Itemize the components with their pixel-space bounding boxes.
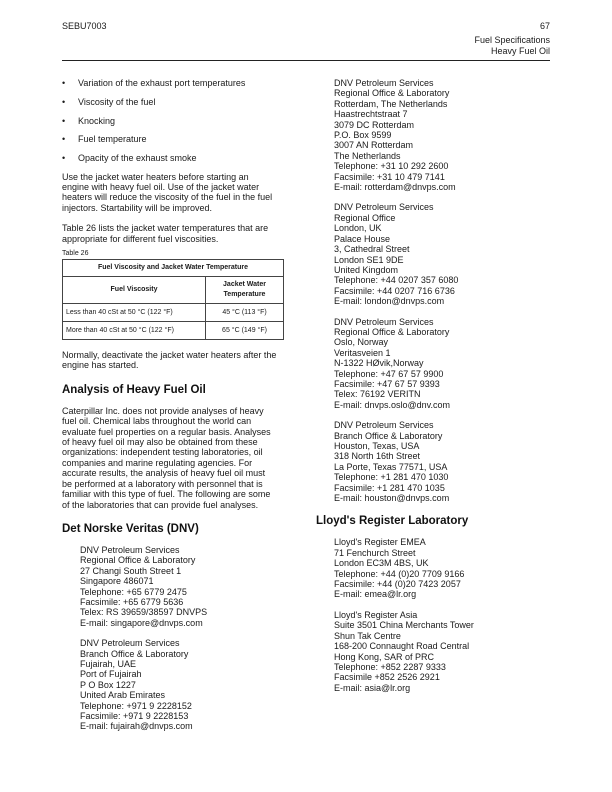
bullet-icon: • — [62, 115, 66, 126]
table-row — [63, 304, 284, 322]
table-row — [63, 322, 284, 340]
bullet-item — [62, 97, 284, 107]
email-link[interactable]: E-mail: emea@lr.org — [334, 589, 417, 600]
heading-analysis: Analysis of Heavy Fuel Oil — [62, 383, 206, 396]
bullet-item — [62, 134, 284, 144]
address-block-oslo: DNV Petroleum Services Regional Office & Laboratory Oslo, Norway Veritasveien 1 N-1322 HØvik,Norway Telephone: +47 67 57 9900 Facsimile: +47 67 57 9393 Telex: 76192 VERITN E-mail: dnvps.oslo@dnv.com — [334, 317, 552, 411]
email-link[interactable]: E-mail: dnvps.oslo@dnv.com — [334, 399, 451, 410]
bullet-icon: • — [62, 134, 66, 145]
section-title: Fuel Specifications — [474, 35, 550, 45]
table-26-link[interactable]: Table 26 lists the jacket water temperatures that are — [62, 223, 269, 234]
viscosity-table — [62, 259, 284, 340]
page-number: 67 — [539, 21, 550, 31]
bullet-icon: • — [62, 153, 66, 164]
table-title: Fuel Viscosity and Jacket Water Temperature — [63, 260, 284, 277]
address-block-emea: Lloyd's Register EMEA 71 Fenchurch Street London EC3M 4BS, UK Telephone: +44 (0)20 7709 9166 Facsimile: +44 (0)20 7423 2057 E-mail: emea@lr.org — [334, 537, 552, 599]
viscosity-cell: Less than 40 cSt at 50 °C (122 °F) — [63, 304, 206, 322]
table-label: Table 26 — [62, 250, 89, 258]
bullet-icon: • — [62, 78, 66, 88]
heading-dnv: Det Norske Veritas (DNV) — [62, 522, 199, 535]
bullet-text: Opacity of the exhaust smoke — [78, 153, 197, 164]
subsection-title: Heavy Fuel Oil — [490, 46, 550, 56]
address-block-asia: Lloyd's Register Asia Suite 3501 China Merchants Tower Shun Tak Centre 168-200 Connaught Road Central Hong Kong, SAR of PRC Telephone: +852 2287 9333 Facsimile +852 2526 2921 E-mail: asia@lr.org — [334, 610, 552, 693]
email-link[interactable]: E-mail: london@dnvps.com — [334, 296, 445, 307]
bullet-text: Viscosity of the fuel — [78, 96, 156, 107]
bullet-text: Knocking — [78, 115, 116, 126]
email-link[interactable]: E-mail: asia@lr.org — [334, 682, 411, 693]
document-id: SEBU7003 — [62, 21, 107, 31]
address-block-houston: DNV Petroleum Services Branch Office & Laboratory Houston, Texas, USA 318 North 16th Street La Porte, Texas 77571, USA Telephone: +1 281 470 1030 Facsimile: +1 281 470 1035 E-mail: houston@dnvps.com — [334, 420, 552, 503]
heading-lloyds: Lloyd's Register Laboratory — [316, 515, 469, 528]
email-link[interactable]: E-mail: singapore@dnvps.com — [80, 617, 203, 628]
column-header-viscosity: Fuel Viscosity — [63, 277, 206, 304]
email-link[interactable]: E-mail: houston@dnvps.com — [334, 493, 450, 504]
email-link[interactable]: E-mail: fujairah@dnvps.com — [80, 721, 193, 732]
bullet-item — [62, 78, 284, 88]
email-link[interactable]: E-mail: rotterdam@dnvps.com — [334, 182, 456, 193]
bullet-text: Fuel temperature — [78, 134, 147, 145]
jacket-heater-paragraph: Use the jacket water heaters before starting an engine with heavy fuel oil. Use of the jacket water heaters will reduce the viscosity of the fuel in the fuel injectors. Startability will be improved. — [62, 171, 273, 213]
deactivate-paragraph: Normally, deactivate the jacket water heaters after the engine has started. — [62, 350, 277, 371]
temperature-cell: 45 °C (113 °F) — [206, 304, 284, 322]
bullet-item — [62, 153, 284, 163]
address-block-rotterdam: DNV Petroleum Services Regional Office & Laboratory Rotterdam, The Netherlands Haastrechtstraat 7 3079 DC Rotterdam P.O. Box 9599 3007 AN Rotterdam The Netherlands Telephone: +31 10 292 2600 Facsimile: +31 10 479 7141 E-mail: rotterdam@dnvps.com — [334, 78, 552, 192]
bullet-icon: • — [62, 96, 66, 107]
bullet-list — [62, 78, 284, 164]
column-header-temperature: Jacket Water Temperature — [206, 277, 284, 304]
left-column — [62, 78, 284, 732]
analysis-paragraph: Caterpillar Inc. does not provide analyses of heavy fuel oil. Chemical labs throughout the world can evaluate fuel properties on a regular basis. Analyses of heavy fuel oil may also be obtained from these organizations: independent testing laboratories, oil companies and marine regulating agencies. For accurate results, the analysis of heavy fuel oil must be performed at a laboratory with personnel that is familiar with this type of fuel. The following are some of the laboratories that can provide fuel analyses. — [62, 405, 271, 510]
address-block-fujairah: DNV Petroleum Services Branch Office & Laboratory Fujairah, UAE Port of Fujairah P O Box 1227 United Arab Emirates Telephone: +971 9 2228152 Facsimile: +971 9 2228153 E-mail: fujairah@dnvps.com — [80, 638, 284, 732]
viscosity-cell: More than 40 cSt at 50 °C (122 °F) — [63, 322, 206, 340]
header-rule — [62, 60, 550, 61]
address-block-london: DNV Petroleum Services Regional Office London, UK Palace House 3, Cathedral Street London SE1 9DE United Kingdom Telephone: +44 0207 357 6080 Facsimile: +44 0207 716 6736 E-mail: london@dnvps.com — [334, 202, 552, 306]
temperature-cell: 65 °C (149 °F) — [206, 322, 284, 340]
bullet-item — [62, 116, 284, 126]
right-column — [316, 78, 552, 693]
table-reference-paragraph: Table 26 lists the jacket water temperatures that are appropriate for different fuel viscosities. — [62, 223, 269, 244]
bullet-text: Variation of the exhaust port temperatures — [78, 78, 246, 88]
address-block-singapore: DNV Petroleum Services Regional Office & Laboratory 27 Changi South Street 1 Singapore 486071 Telephone: +65 6779 2475 Facsimile: +65 6779 5636 Telex: RS 39659/38597 DNVPS E-mail: singapore@dnvps.com — [80, 545, 284, 628]
